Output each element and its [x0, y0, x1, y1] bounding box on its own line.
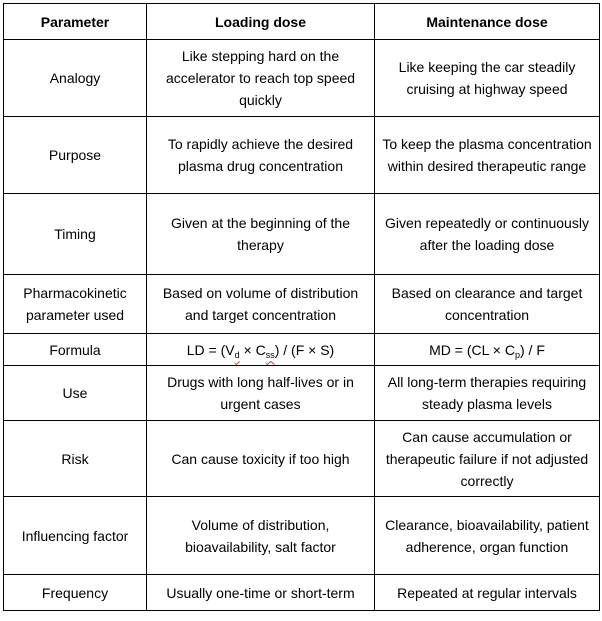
table-row: [4, 40, 600, 117]
table-row: [4, 497, 600, 575]
parameter-cell: Influencing factor: [4, 497, 147, 575]
dose-comparison-table: [3, 3, 600, 611]
parameter-cell: Use: [4, 366, 147, 421]
loading-dose-cell: Usually one-time or short-term: [147, 575, 375, 611]
loading-dose-formula-cell: [147, 334, 375, 366]
header-parameter: Parameter: [4, 4, 147, 40]
maintenance-dose-cell: Clearance, bioavailability, patient adherence, organ function: [375, 497, 600, 575]
table-row: [4, 194, 600, 275]
loading-dose-cell: Given at the beginning of the therapy: [147, 194, 375, 275]
loading-dose-cell: Like stepping hard on the accelerator to reach top speed quickly: [147, 40, 375, 117]
comparison-table-wrapper: [3, 3, 600, 611]
parameter-cell: Analogy: [4, 40, 147, 117]
maintenance-dose-cell: Like keeping the car steadily cruising at highway speed: [375, 40, 600, 117]
maintenance-dose-cell: Repeated at regular intervals: [375, 575, 600, 611]
formula-part: MD = (CL × C: [429, 341, 515, 358]
loading-dose-cell: Volume of distribution, bioavailability, salt factor: [147, 497, 375, 575]
parameter-cell: Pharmacokinetic parameter used: [4, 275, 147, 334]
table-row: [4, 334, 600, 366]
maintenance-dose-cell: Based on clearance and target concentration: [375, 275, 600, 334]
formula-part: ) / F: [519, 341, 545, 358]
formula-subscript: p: [514, 349, 520, 360]
table-row: [4, 275, 600, 334]
maintenance-dose-formula-cell: [375, 334, 600, 366]
loading-dose-cell: To rapidly achieve the desired plasma drug concentration: [147, 117, 375, 194]
header-loading-dose: Loading dose: [147, 4, 375, 40]
parameter-cell: Purpose: [4, 117, 147, 194]
table-row: [4, 117, 600, 194]
formula-subscript: d: [234, 349, 240, 360]
formula-part: ) / (F × S): [274, 341, 335, 358]
maintenance-dose-cell: Can cause accumulation or therapeutic failure if not adjusted correctly: [375, 421, 600, 497]
parameter-cell: Formula: [4, 334, 147, 366]
formula-part: × C: [239, 341, 266, 358]
maintenance-dose-cell: To keep the plasma concentration within desired therapeutic range: [375, 117, 600, 194]
loading-dose-cell: Drugs with long half-lives or in urgent cases: [147, 366, 375, 421]
header-row: [4, 4, 600, 40]
loading-dose-cell: Based on volume of distribution and target concentration: [147, 275, 375, 334]
loading-dose-cell: Can cause toxicity if too high: [147, 421, 375, 497]
maintenance-dose-cell: All long-term therapies requiring steady plasma levels: [375, 366, 600, 421]
parameter-cell: Frequency: [4, 575, 147, 611]
maintenance-dose-cell: Given repeatedly or continuously after the loading dose: [375, 194, 600, 275]
parameter-cell: Timing: [4, 194, 147, 275]
header-maintenance-dose: Maintenance dose: [375, 4, 600, 40]
table-row: [4, 575, 600, 611]
parameter-cell: Risk: [4, 421, 147, 497]
table-row: [4, 421, 600, 497]
table-row: [4, 366, 600, 421]
formula-part: LD = (V: [186, 341, 235, 358]
formula-subscript: ss: [265, 349, 275, 360]
